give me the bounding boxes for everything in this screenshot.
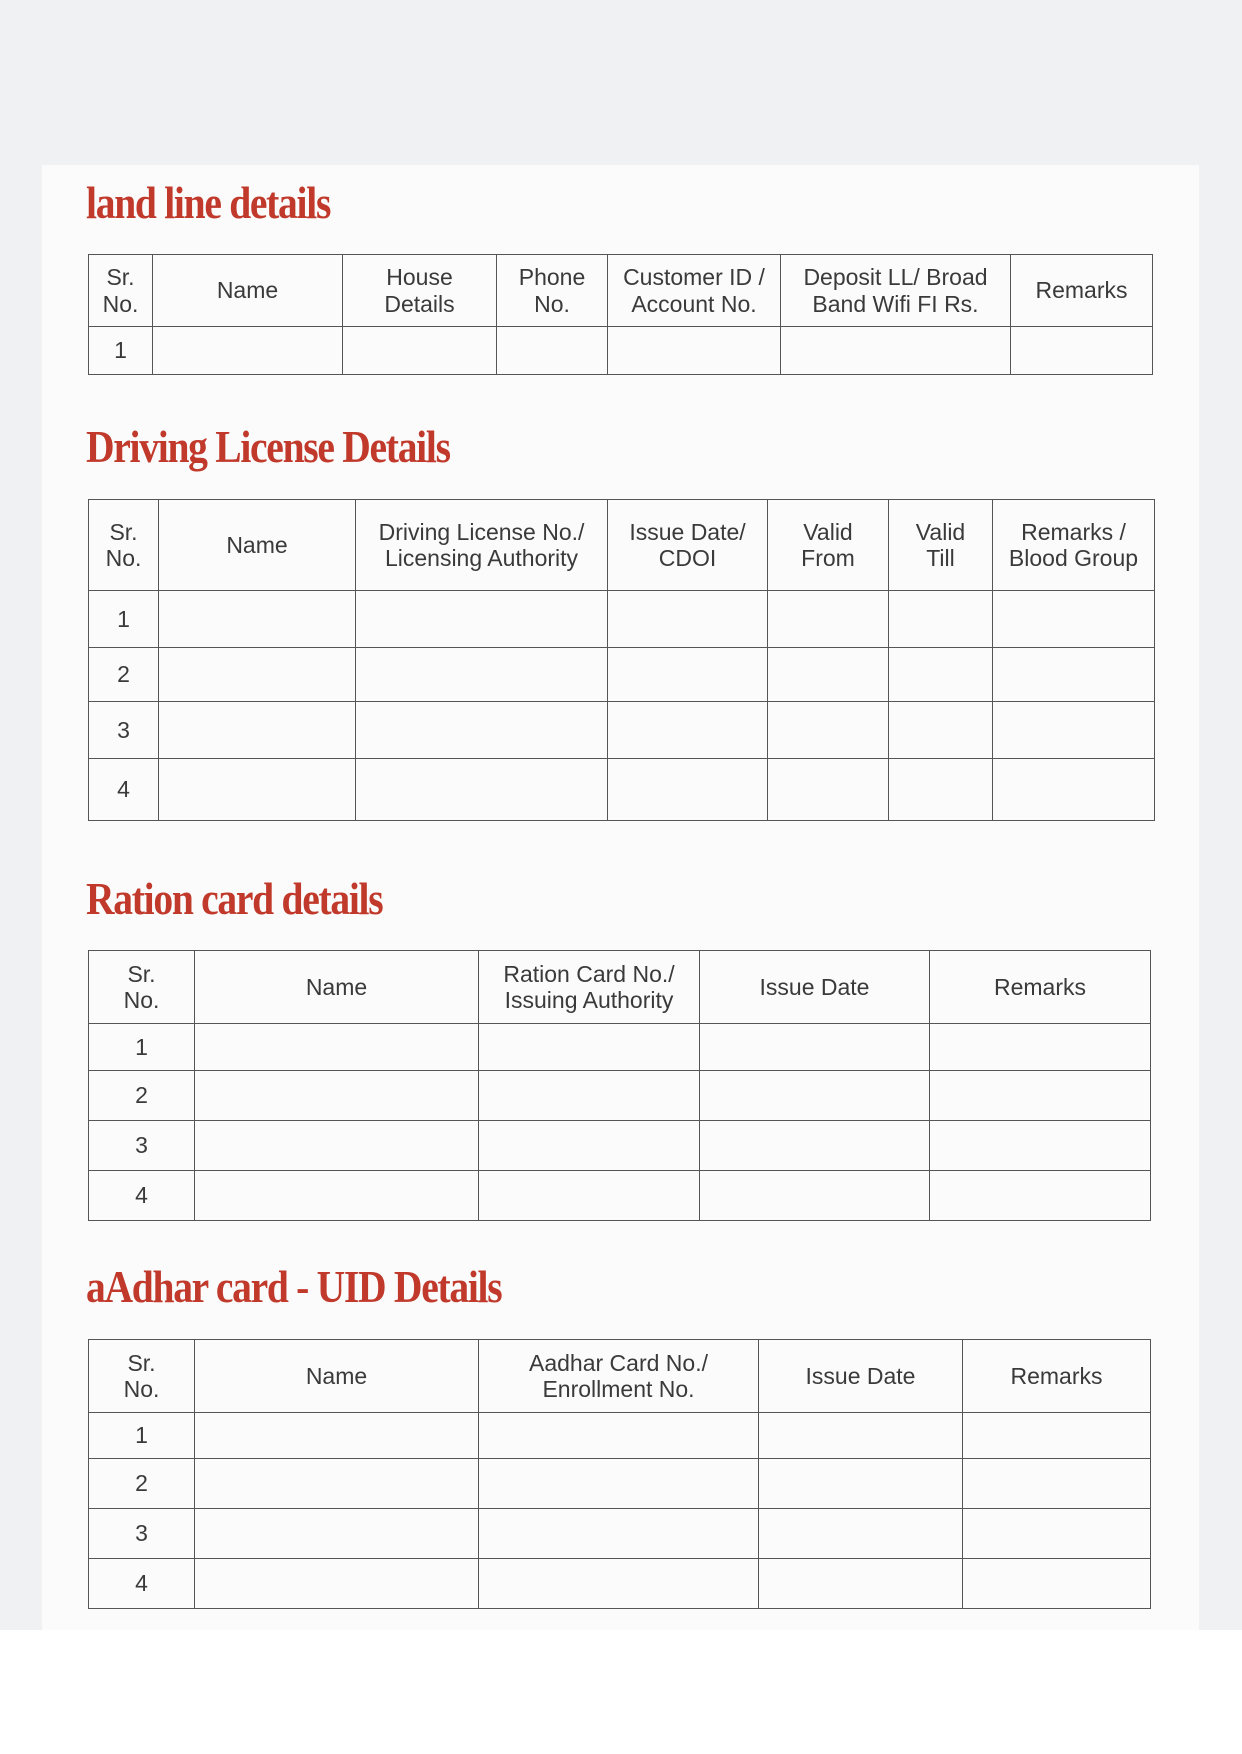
blank-entry-cell[interactable] bbox=[159, 591, 356, 648]
blank-entry-cell[interactable] bbox=[159, 759, 356, 821]
blank-entry-cell[interactable] bbox=[608, 327, 781, 375]
blank-entry-cell[interactable] bbox=[700, 1024, 930, 1071]
column-header-line: No. bbox=[105, 545, 142, 571]
column-header-line: No. bbox=[123, 987, 160, 1013]
blank-entry-cell[interactable] bbox=[993, 648, 1155, 702]
blank-entry-cell[interactable] bbox=[768, 759, 889, 821]
column-header-line: Issue Date/ bbox=[629, 518, 746, 545]
blank-entry-cell[interactable] bbox=[700, 1071, 930, 1121]
blank-entry-cell[interactable] bbox=[479, 1171, 700, 1221]
column-header bbox=[963, 1340, 1151, 1413]
blank-entry-cell[interactable] bbox=[195, 1171, 479, 1221]
column-header-line: Issue Date bbox=[759, 973, 870, 1000]
column-header bbox=[356, 500, 608, 591]
blank-entry-cell[interactable] bbox=[195, 1509, 479, 1559]
serial-number-cell: 3 bbox=[89, 1509, 195, 1559]
column-header bbox=[89, 500, 159, 591]
table-row bbox=[89, 591, 1155, 648]
blank-entry-cell[interactable] bbox=[759, 1413, 963, 1459]
column-header-line: House bbox=[386, 264, 453, 291]
blank-entry-cell[interactable] bbox=[195, 1559, 479, 1609]
table-row bbox=[89, 1509, 1151, 1559]
blank-entry-cell[interactable] bbox=[479, 1071, 700, 1121]
blank-entry-cell[interactable] bbox=[195, 1459, 479, 1509]
table-row bbox=[89, 1171, 1151, 1221]
blank-entry-cell[interactable] bbox=[159, 702, 356, 759]
blank-entry-cell[interactable] bbox=[889, 648, 993, 702]
column-header-line: Phone bbox=[518, 264, 586, 291]
blank-entry-cell[interactable] bbox=[963, 1459, 1151, 1509]
blank-entry-cell[interactable] bbox=[963, 1413, 1151, 1459]
serial-number-cell: 2 bbox=[89, 1071, 195, 1121]
column-header-line: Aadhar Card No./ bbox=[529, 1349, 708, 1376]
column-header bbox=[759, 1340, 963, 1413]
column-header bbox=[153, 255, 343, 327]
column-header-line: Issue Date bbox=[805, 1362, 916, 1389]
column-header bbox=[343, 255, 497, 327]
column-header bbox=[993, 500, 1155, 591]
ration-card-table bbox=[88, 950, 1151, 1221]
serial-number-cell: 1 bbox=[89, 327, 153, 375]
blank-entry-cell[interactable] bbox=[343, 327, 497, 375]
table-row bbox=[89, 1024, 1151, 1071]
blank-entry-cell[interactable] bbox=[993, 759, 1155, 821]
column-header-line: Name bbox=[305, 973, 368, 1000]
serial-number-cell: 4 bbox=[89, 1559, 195, 1609]
header-row bbox=[89, 951, 1151, 1024]
blank-entry-cell[interactable] bbox=[993, 591, 1155, 648]
blank-entry-cell[interactable] bbox=[356, 591, 608, 648]
header-row bbox=[89, 1340, 1151, 1413]
column-header bbox=[159, 500, 356, 591]
blank-entry-cell[interactable] bbox=[759, 1459, 963, 1509]
column-header bbox=[930, 951, 1151, 1024]
blank-entry-cell[interactable] bbox=[159, 648, 356, 702]
column-header-line: Ration Card No./ bbox=[503, 960, 675, 987]
column-header-line: Customer ID / bbox=[623, 264, 765, 291]
blank-entry-cell[interactable] bbox=[963, 1559, 1151, 1609]
column-header-line: Driving License No./ bbox=[378, 518, 585, 545]
page-bottom-margin bbox=[0, 1630, 1242, 1754]
blank-entry-cell[interactable] bbox=[930, 1121, 1151, 1171]
header-row bbox=[89, 500, 1155, 591]
column-header bbox=[479, 951, 700, 1024]
blank-entry-cell[interactable] bbox=[759, 1509, 963, 1559]
serial-number-cell: 1 bbox=[89, 1413, 195, 1459]
table-row bbox=[89, 648, 1155, 702]
column-header-line: Sr. bbox=[106, 264, 135, 291]
column-header-line: Remarks / bbox=[1021, 518, 1126, 545]
column-header bbox=[608, 255, 781, 327]
column-header-line: Sr. bbox=[127, 1349, 156, 1376]
column-header-line: Valid bbox=[803, 518, 853, 545]
landline-table bbox=[88, 254, 1153, 375]
column-header bbox=[195, 951, 479, 1024]
column-header-line: Valid bbox=[915, 518, 966, 545]
column-header-line: Name bbox=[226, 531, 288, 558]
table-row bbox=[89, 1071, 1151, 1121]
blank-entry-cell[interactable] bbox=[195, 1121, 479, 1171]
blank-entry-cell[interactable] bbox=[930, 1071, 1151, 1121]
serial-number-cell: 3 bbox=[89, 702, 159, 759]
blank-entry-cell[interactable] bbox=[759, 1559, 963, 1609]
column-header-line: No. bbox=[534, 290, 570, 317]
column-header bbox=[89, 255, 153, 327]
column-header bbox=[89, 951, 195, 1024]
driving-license-table bbox=[88, 499, 1155, 821]
aadhar-card-section-title: aAdhar card - UID Details bbox=[86, 1261, 502, 1312]
blank-entry-cell[interactable] bbox=[608, 648, 768, 702]
column-header bbox=[889, 500, 993, 591]
column-header-line: Blood Group bbox=[1008, 545, 1139, 571]
column-header bbox=[608, 500, 768, 591]
column-header-line: Sr. bbox=[109, 518, 138, 545]
column-header-line: Account No. bbox=[631, 290, 757, 317]
blank-entry-cell[interactable] bbox=[356, 759, 608, 821]
blank-entry-cell[interactable] bbox=[356, 702, 608, 759]
blank-entry-cell[interactable] bbox=[930, 1171, 1151, 1221]
column-header-line: Enrollment No. bbox=[542, 1376, 695, 1402]
table-row bbox=[89, 1121, 1151, 1171]
blank-entry-cell[interactable] bbox=[153, 327, 343, 375]
column-header bbox=[1011, 255, 1153, 327]
column-header-line: Details bbox=[384, 290, 455, 317]
table-row bbox=[89, 759, 1155, 821]
column-header bbox=[89, 1340, 195, 1413]
serial-number-cell: 4 bbox=[89, 759, 159, 821]
blank-entry-cell[interactable] bbox=[479, 1509, 759, 1559]
serial-number-cell: 4 bbox=[89, 1171, 195, 1221]
serial-number-cell: 2 bbox=[89, 1459, 195, 1509]
column-header-line: Remarks bbox=[1010, 1362, 1103, 1389]
blank-entry-cell[interactable] bbox=[479, 1459, 759, 1509]
blank-entry-cell[interactable] bbox=[479, 1413, 759, 1459]
column-header bbox=[700, 951, 930, 1024]
blank-entry-cell[interactable] bbox=[1011, 327, 1153, 375]
column-header-line: No. bbox=[102, 290, 139, 317]
blank-entry-cell[interactable] bbox=[479, 1559, 759, 1609]
aadhar-card-table bbox=[88, 1339, 1151, 1609]
blank-entry-cell[interactable] bbox=[479, 1024, 700, 1071]
table-row bbox=[89, 1459, 1151, 1509]
column-header-line: Name bbox=[305, 1362, 368, 1389]
blank-entry-cell[interactable] bbox=[195, 1413, 479, 1459]
blank-entry-cell[interactable] bbox=[889, 702, 993, 759]
ration-card-section-title: Ration card details bbox=[86, 873, 383, 924]
column-header bbox=[479, 1340, 759, 1413]
column-header-line: Issuing Authority bbox=[504, 987, 674, 1013]
blank-entry-cell[interactable] bbox=[608, 591, 768, 648]
header-row bbox=[89, 255, 1153, 327]
blank-entry-cell[interactable] bbox=[781, 327, 1011, 375]
landline-section-title: land line details bbox=[86, 177, 331, 228]
column-header-line: Till bbox=[926, 545, 955, 571]
blank-entry-cell[interactable] bbox=[889, 759, 993, 821]
serial-number-cell: 2 bbox=[89, 648, 159, 702]
table-row bbox=[89, 1413, 1151, 1459]
column-header-line: Name bbox=[216, 277, 279, 304]
blank-entry-cell[interactable] bbox=[195, 1024, 479, 1071]
column-header-line: Licensing Authority bbox=[384, 545, 579, 571]
serial-number-cell: 1 bbox=[89, 1024, 195, 1071]
column-header-line: Band Wifi FI Rs. bbox=[812, 290, 979, 317]
serial-number-cell: 3 bbox=[89, 1121, 195, 1171]
column-header-line: No. bbox=[123, 1376, 160, 1402]
driving-license-section-title: Driving License Details bbox=[86, 421, 450, 472]
table-row bbox=[89, 1559, 1151, 1609]
column-header-line: Sr. bbox=[127, 960, 156, 987]
serial-number-cell: 1 bbox=[89, 591, 159, 648]
blank-entry-cell[interactable] bbox=[993, 702, 1155, 759]
column-header-line: From bbox=[801, 545, 855, 571]
column-header bbox=[781, 255, 1011, 327]
blank-entry-cell[interactable] bbox=[608, 759, 768, 821]
blank-entry-cell[interactable] bbox=[768, 702, 889, 759]
blank-entry-cell[interactable] bbox=[930, 1024, 1151, 1071]
blank-entry-cell[interactable] bbox=[497, 327, 608, 375]
blank-entry-cell[interactable] bbox=[700, 1171, 930, 1221]
blank-entry-cell[interactable] bbox=[195, 1071, 479, 1121]
column-header-line: Deposit LL/ Broad bbox=[803, 264, 988, 291]
column-header-line: CDOI bbox=[658, 545, 717, 571]
blank-entry-cell[interactable] bbox=[479, 1121, 700, 1171]
column-header-line: Remarks bbox=[1035, 277, 1128, 304]
table-row bbox=[89, 327, 1153, 375]
blank-entry-cell[interactable] bbox=[963, 1509, 1151, 1559]
blank-entry-cell[interactable] bbox=[889, 591, 993, 648]
table-row bbox=[89, 702, 1155, 759]
blank-entry-cell[interactable] bbox=[768, 648, 889, 702]
blank-entry-cell[interactable] bbox=[768, 591, 889, 648]
column-header bbox=[768, 500, 889, 591]
blank-entry-cell[interactable] bbox=[700, 1121, 930, 1171]
column-header bbox=[195, 1340, 479, 1413]
column-header bbox=[497, 255, 608, 327]
blank-entry-cell[interactable] bbox=[608, 702, 768, 759]
column-header-line: Remarks bbox=[993, 973, 1086, 1000]
blank-entry-cell[interactable] bbox=[356, 648, 608, 702]
